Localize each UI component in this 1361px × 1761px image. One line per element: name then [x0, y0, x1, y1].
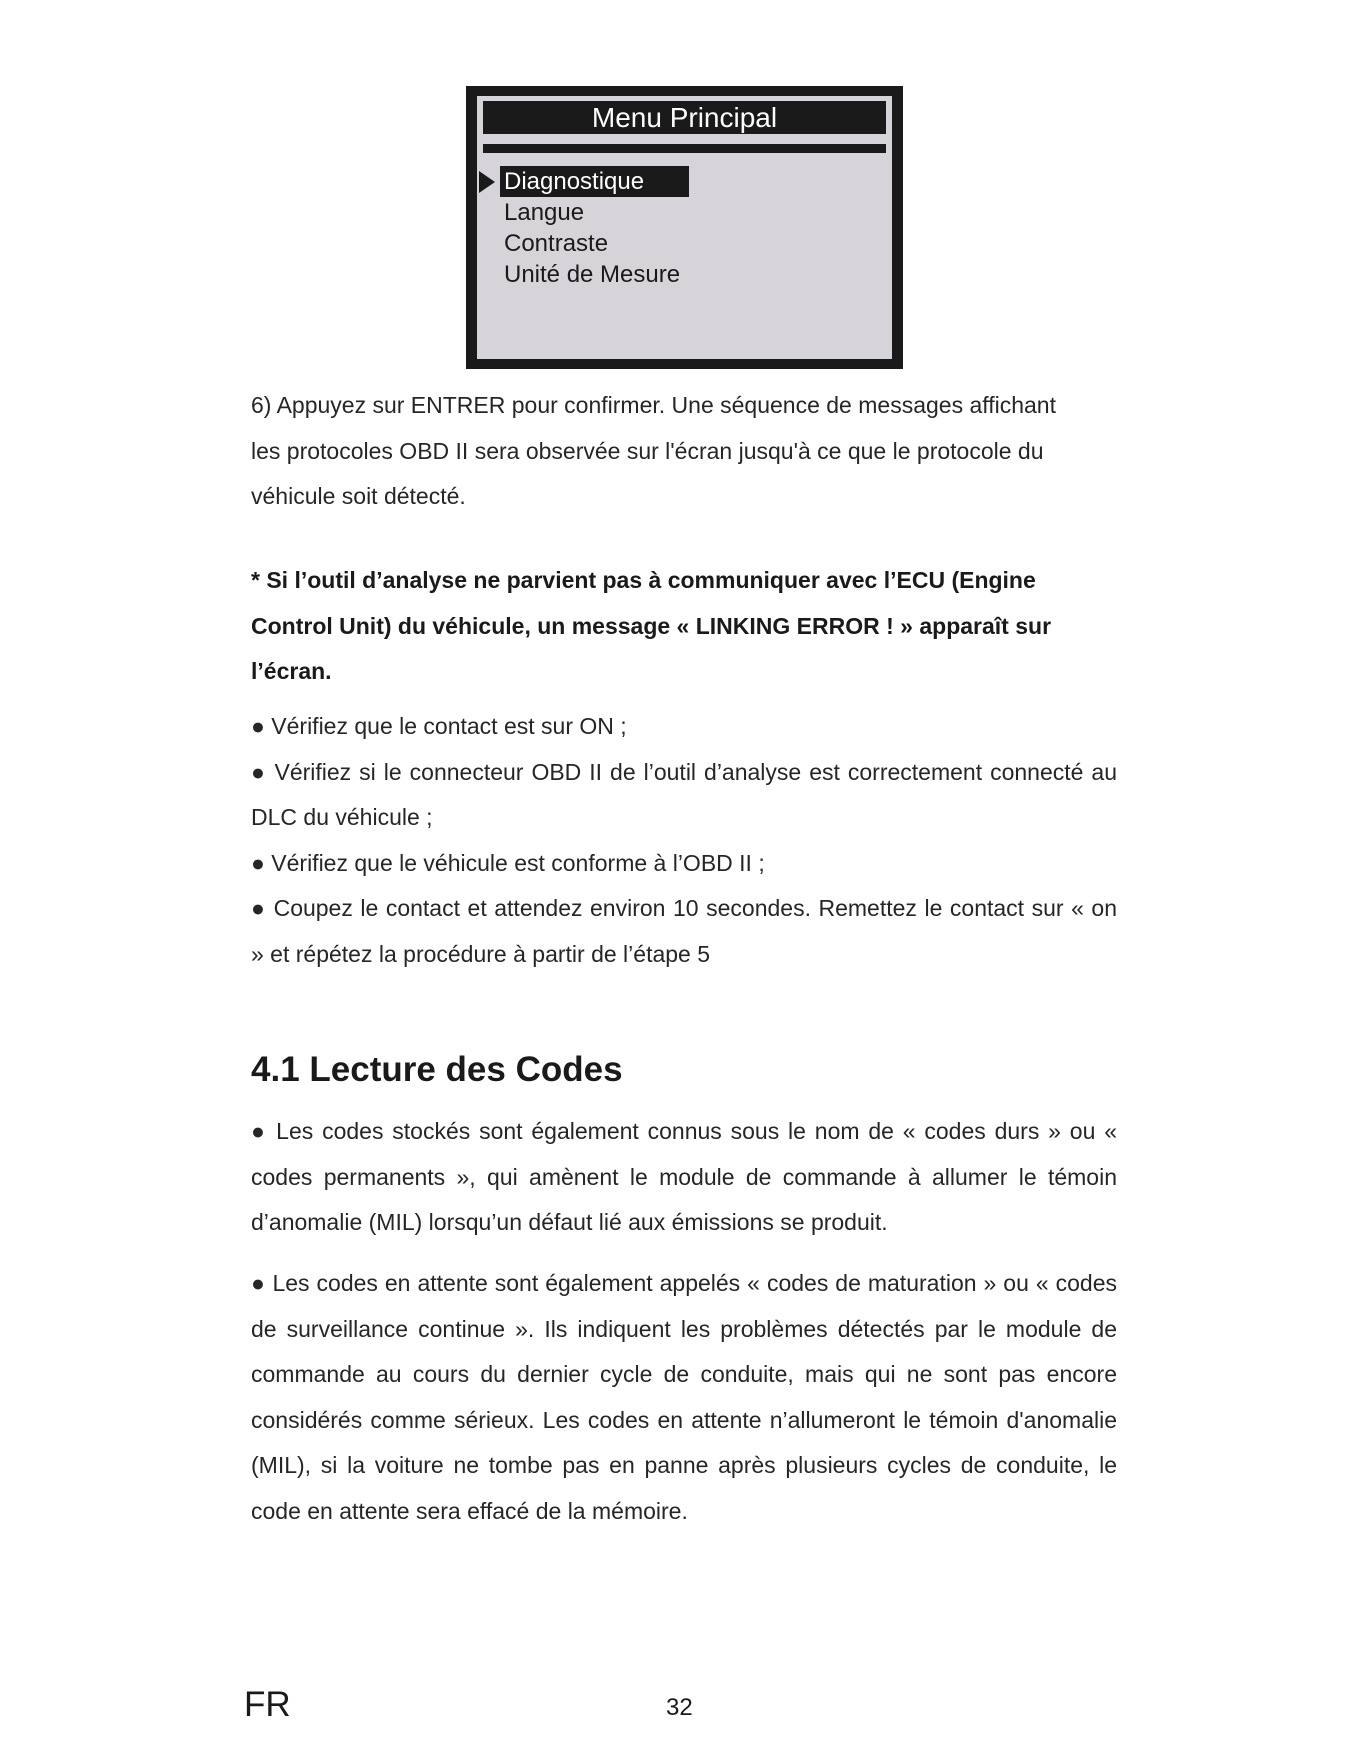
screen-display — [477, 96, 892, 359]
check-item: ● Vérifiez si le connecteur OBD II de l’outil d’analyse est correctement connecté au DLC du véhicule ; — [251, 758, 1117, 830]
check-item: ● Coupez le contact et attendez environ 10 secondes. Remettez le contact sur « on » et répétez la procédure à partir de l’étape 5 — [251, 895, 1117, 967]
step-6-line: véhicule soit détecté. — [251, 483, 466, 509]
menu-item-contraste[interactable] — [477, 228, 892, 259]
screen-divider — [483, 144, 886, 153]
step-6-line: les protocoles OBD II sera observée sur l'écran jusqu'à ce que le protocole du — [251, 437, 1044, 464]
main-menu — [477, 166, 892, 290]
menu-item-label: Contraste — [504, 230, 609, 257]
section-heading: 4.1 Lecture des Codes — [251, 1050, 623, 1089]
step-6-paragraph — [251, 383, 1117, 520]
check-item: ● Vérifiez que le véhicule est conforme à l’OBD II ; — [251, 849, 765, 876]
paragraph-text: ● Les codes en attente sont également appelés « codes de maturation » ou « codes de surveillance continue ». Ils indiquent les problèmes détectés par le module de commande au cours du dernier cycle de conduite, mais qui ne sont pas encore considérés comme sérieux. Les codes en attente n’allumeront le témoin d'anomalie (MIL), si la voiture ne tombe pas en panne après plusieurs cycles de conduite, le code en attente sera effacé de la mémoire. — [251, 1270, 1117, 1524]
menu-item-langue[interactable] — [477, 197, 892, 228]
page-number: 32 — [666, 1694, 693, 1721]
step-6-line: 6) Appuyez sur ENTRER pour confirmer. Une séquence de messages affichant — [251, 392, 1056, 418]
note-line: l’écran. — [251, 658, 332, 684]
menu-item-diagnostique[interactable] — [477, 166, 892, 197]
device-screen — [466, 86, 903, 369]
stored-codes-paragraph — [251, 1109, 1117, 1246]
selection-arrow-icon — [479, 171, 495, 193]
note-line: Control Unit) du véhicule, un message « LINKING ERROR ! » apparaît sur — [251, 612, 1052, 639]
linking-error-note — [251, 558, 1117, 695]
note-line: * Si l’outil d’analyse ne parvient pas à communiquer avec l’ECU (Engine — [251, 567, 1036, 593]
menu-item-label: Langue — [504, 199, 585, 226]
pending-codes-paragraph — [251, 1261, 1117, 1534]
menu-item-label: Diagnostique — [500, 166, 689, 197]
check-item: ● Vérifiez que le contact est sur ON ; — [251, 713, 627, 739]
paragraph-text: ● Les codes stockés sont également connus sous le nom de « codes durs » ou « codes permanents », qui amènent le module de commande à allumer le témoin d’anomalie (MIL) lorsqu’un défaut lié aux émissions se produit. — [251, 1118, 1117, 1235]
menu-item-unite-de-mesure[interactable] — [477, 259, 892, 290]
menu-item-label: Unité de Mesure — [504, 261, 681, 288]
language-label: FR — [244, 1685, 291, 1724]
screen-title: Menu Principal — [483, 101, 886, 134]
check-list — [251, 704, 1117, 977]
